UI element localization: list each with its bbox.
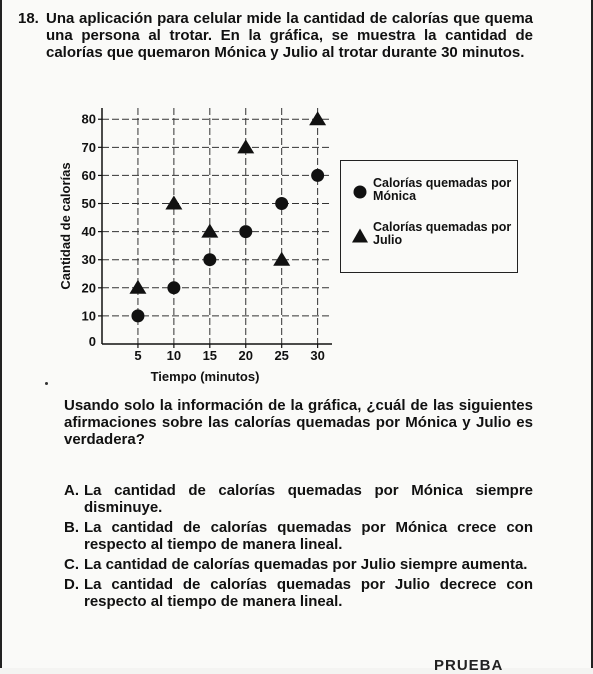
y-tick-label: 30 (81, 252, 96, 268)
question-stem: Una aplicación para celular mide la cantidad de calorías que quema una persona al trotar. En la gráfica, se muestra la cantidad de calorías que quemaron Mónica y Julio al trotar durante 30 minutos. (46, 10, 533, 61)
option-d[interactable] (64, 576, 533, 610)
data-point-monica (131, 309, 144, 322)
x-tick-label: 25 (274, 348, 289, 363)
answer-options (64, 482, 533, 613)
data-point-julio (129, 280, 146, 294)
option-letter: B. (64, 519, 79, 536)
option-letter: C. (64, 556, 79, 573)
option-letter: A. (64, 482, 79, 499)
triangle-marker-icon (351, 227, 369, 245)
option-text: La cantidad de calorías quemadas por Mónica crece con respecto al tiempo de manera lineal. (84, 519, 533, 553)
y-tick-label: 70 (81, 139, 96, 155)
option-c[interactable] (64, 556, 533, 573)
y-tick-label: 80 (81, 111, 96, 127)
option-text: La cantidad de calorías quemadas por Julio decrece con respecto al tiempo de manera lineal. (84, 576, 533, 610)
data-point-monica (167, 281, 180, 294)
chart-legend (340, 160, 518, 273)
option-letter: D. (64, 576, 79, 593)
x-tick-label: 30 (310, 348, 325, 363)
data-point-monica (239, 225, 252, 238)
x-tick-label: 15 (202, 348, 218, 363)
y-tick-label: 10 (81, 308, 96, 324)
option-text: La cantidad de calorías quemadas por Mónica siempre disminuye. (84, 482, 533, 516)
data-point-julio (201, 224, 218, 238)
option-text: La cantidad de calorías quemadas por Julio siempre aumenta. (84, 556, 528, 573)
footer-word: PRUEBA (434, 657, 504, 674)
scatter-chart (52, 100, 342, 390)
origin-label: 0 (88, 334, 96, 349)
legend-item-julio (347, 219, 515, 259)
x-tick-label: 10 (166, 348, 182, 363)
data-point-monica (203, 253, 216, 266)
legend-label-monica: Calorías quemadas por Mónica (373, 176, 512, 203)
y-tick-label: 20 (81, 280, 96, 296)
y-tick-label: 50 (81, 196, 96, 212)
question-number: 18. (18, 10, 39, 27)
data-point-monica (311, 169, 324, 182)
bullet-dot (45, 382, 48, 385)
circle-marker-icon (351, 183, 369, 201)
data-point-julio (165, 196, 182, 210)
x-tick-label: 5 (134, 348, 142, 363)
option-b[interactable] (64, 519, 533, 553)
y-tick-label: 40 (81, 224, 96, 240)
legend-item-monica (347, 175, 515, 215)
legend-label-julio: Calorías quemadas por Julio (373, 220, 512, 247)
data-point-julio (273, 252, 290, 266)
x-axis-label: Tiempo (minutos) (150, 369, 260, 384)
x-tick-label: 20 (238, 348, 253, 363)
option-a[interactable] (64, 482, 533, 516)
data-point-julio (309, 111, 326, 125)
question-prompt: Usando solo la información de la gráfica, ¿cuál de las siguientes afirmaciones sobre las calorías quemadas por Mónica y Julio es verdadera? (64, 397, 533, 448)
question-header (18, 10, 533, 61)
data-point-julio (237, 139, 254, 153)
y-tick-label: 60 (81, 167, 96, 183)
data-point-monica (275, 197, 288, 210)
y-axis-label: Cantidad de calorías (58, 162, 73, 290)
